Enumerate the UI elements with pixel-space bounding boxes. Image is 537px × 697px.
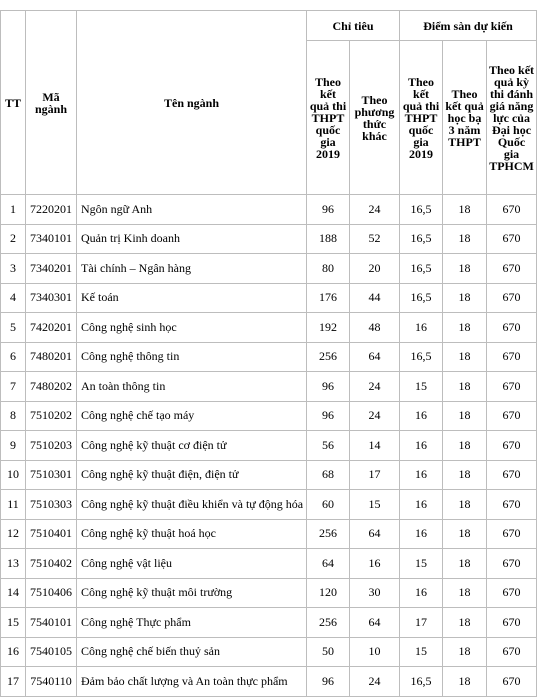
row-ds-dgnl: 670 (487, 254, 537, 284)
row-ten-nganh: Công nghệ kỹ thuật điện, điện tử (77, 460, 307, 490)
row-ct-khac: 24 (350, 195, 400, 225)
row-ct-thpt: 120 (307, 578, 350, 608)
row-ten-nganh: Công nghệ kỹ thuật hoá học (77, 519, 307, 549)
row-ma-nganh: 7540105 (26, 637, 77, 667)
table-row (1, 401, 537, 431)
row-ma-nganh: 7510406 (26, 578, 77, 608)
row-tt: 15 (1, 608, 26, 638)
row-ds-dgnl: 670 (487, 519, 537, 549)
row-ds-dgnl: 670 (487, 342, 537, 372)
header-ten-nganh: Tên ngành (77, 11, 307, 195)
row-ds-dgnl: 670 (487, 431, 537, 461)
row-ds-thpt: 15 (400, 549, 443, 579)
row-ds-thpt: 16,5 (400, 667, 443, 697)
table-row (1, 519, 537, 549)
row-ds-thpt: 16,5 (400, 195, 443, 225)
row-ds-thpt: 16 (400, 490, 443, 520)
row-ds-hocba: 18 (443, 519, 487, 549)
row-ds-dgnl: 670 (487, 372, 537, 402)
row-tt: 14 (1, 578, 26, 608)
header-tt: TT (1, 11, 26, 195)
row-tt: 17 (1, 667, 26, 697)
row-ct-thpt: 176 (307, 283, 350, 313)
row-ds-thpt: 15 (400, 637, 443, 667)
row-ma-nganh: 7340101 (26, 224, 77, 254)
table-row (1, 637, 537, 667)
row-ct-khac: 20 (350, 254, 400, 284)
row-ds-thpt: 16 (400, 431, 443, 461)
row-ten-nganh: Công nghệ vật liệu (77, 549, 307, 579)
row-ds-hocba: 18 (443, 608, 487, 638)
row-tt: 5 (1, 313, 26, 343)
header-diem-san: Điểm sàn dự kiến (400, 11, 537, 41)
row-ct-thpt: 60 (307, 490, 350, 520)
row-ct-khac: 44 (350, 283, 400, 313)
row-tt: 4 (1, 283, 26, 313)
row-ds-thpt: 16 (400, 460, 443, 490)
table-row (1, 195, 537, 225)
row-ct-thpt: 188 (307, 224, 350, 254)
row-ds-thpt: 16 (400, 578, 443, 608)
row-ma-nganh: 7340201 (26, 254, 77, 284)
row-ct-khac: 24 (350, 401, 400, 431)
row-ct-khac: 24 (350, 372, 400, 402)
row-tt: 16 (1, 637, 26, 667)
row-ct-thpt: 80 (307, 254, 350, 284)
row-ct-thpt: 64 (307, 549, 350, 579)
row-ten-nganh: Tài chính – Ngân hàng (77, 254, 307, 284)
table-row (1, 667, 537, 697)
row-ten-nganh: Công nghệ thông tin (77, 342, 307, 372)
row-ds-thpt: 16 (400, 313, 443, 343)
table-row (1, 460, 537, 490)
header-ds-thpt: Theo kết quả thi THPT quốc gia 2019 (400, 41, 443, 195)
row-ten-nganh: Quản trị Kinh doanh (77, 224, 307, 254)
row-tt: 8 (1, 401, 26, 431)
row-ct-thpt: 96 (307, 401, 350, 431)
row-ct-thpt: 256 (307, 519, 350, 549)
row-ds-hocba: 18 (443, 342, 487, 372)
row-ds-dgnl: 670 (487, 549, 537, 579)
row-tt: 11 (1, 490, 26, 520)
row-ds-hocba: 18 (443, 195, 487, 225)
table-row (1, 372, 537, 402)
row-ma-nganh: 7540101 (26, 608, 77, 638)
row-ds-dgnl: 670 (487, 460, 537, 490)
row-ds-thpt: 16 (400, 519, 443, 549)
row-ten-nganh: An toàn thông tin (77, 372, 307, 402)
row-ds-hocba: 18 (443, 578, 487, 608)
row-ma-nganh: 7510301 (26, 460, 77, 490)
row-ct-khac: 48 (350, 313, 400, 343)
header-ds-dgnl: Theo kết quả kỳ thi đánh giá năng lực của Đại học Quốc gia TPHCM (487, 41, 537, 195)
row-tt: 3 (1, 254, 26, 284)
row-ten-nganh: Công nghệ kỹ thuật môi trường (77, 578, 307, 608)
row-tt: 9 (1, 431, 26, 461)
row-ds-hocba: 18 (443, 283, 487, 313)
header-ct-khac: Theo phương thức khác (350, 41, 400, 195)
row-ds-hocba: 18 (443, 313, 487, 343)
row-ct-khac: 15 (350, 490, 400, 520)
table-row (1, 608, 537, 638)
row-ds-hocba: 18 (443, 372, 487, 402)
row-ct-khac: 30 (350, 578, 400, 608)
row-ten-nganh: Công nghệ kỹ thuật cơ điện tử (77, 431, 307, 461)
row-ds-thpt: 16 (400, 401, 443, 431)
row-ct-khac: 17 (350, 460, 400, 490)
table-row (1, 549, 537, 579)
header-ct-thpt: Theo kết quả thi THPT quốc gia 2019 (307, 41, 350, 195)
row-ds-thpt: 16,5 (400, 342, 443, 372)
row-ct-khac: 14 (350, 431, 400, 461)
row-ct-khac: 16 (350, 549, 400, 579)
row-ds-hocba: 18 (443, 549, 487, 579)
row-ds-hocba: 18 (443, 431, 487, 461)
row-ma-nganh: 7420201 (26, 313, 77, 343)
row-ds-dgnl: 670 (487, 195, 537, 225)
row-ct-thpt: 56 (307, 431, 350, 461)
table-row (1, 254, 537, 284)
row-ten-nganh: Ngôn ngữ Anh (77, 195, 307, 225)
row-ct-thpt: 256 (307, 608, 350, 638)
row-ma-nganh: 7510402 (26, 549, 77, 579)
row-ds-thpt: 16,5 (400, 254, 443, 284)
row-ds-dgnl: 670 (487, 490, 537, 520)
table-row (1, 431, 537, 461)
row-ds-dgnl: 670 (487, 667, 537, 697)
table-row (1, 578, 537, 608)
row-tt: 6 (1, 342, 26, 372)
row-ds-hocba: 18 (443, 460, 487, 490)
row-ct-khac: 10 (350, 637, 400, 667)
row-ds-dgnl: 670 (487, 401, 537, 431)
row-ct-thpt: 192 (307, 313, 350, 343)
row-ma-nganh: 7480202 (26, 372, 77, 402)
row-ct-thpt: 96 (307, 195, 350, 225)
header-ma-nganh: Mã ngành (26, 11, 77, 195)
row-ma-nganh: 7510303 (26, 490, 77, 520)
row-ma-nganh: 7340301 (26, 283, 77, 313)
row-ct-thpt: 68 (307, 460, 350, 490)
row-ds-hocba: 18 (443, 224, 487, 254)
row-ma-nganh: 7510401 (26, 519, 77, 549)
row-tt: 10 (1, 460, 26, 490)
row-tt: 12 (1, 519, 26, 549)
table-row (1, 342, 537, 372)
row-ct-khac: 64 (350, 342, 400, 372)
row-ct-khac: 24 (350, 667, 400, 697)
row-ds-hocba: 18 (443, 254, 487, 284)
row-tt: 7 (1, 372, 26, 402)
table-row (1, 313, 537, 343)
row-ds-thpt: 16,5 (400, 283, 443, 313)
row-ds-hocba: 18 (443, 401, 487, 431)
row-ct-thpt: 50 (307, 637, 350, 667)
row-ten-nganh: Đảm bảo chất lượng và An toàn thực phẩm (77, 667, 307, 697)
row-ds-thpt: 16,5 (400, 224, 443, 254)
row-ma-nganh: 7220201 (26, 195, 77, 225)
row-ds-dgnl: 670 (487, 578, 537, 608)
header-ds-hocba: Theo kết quả học bạ 3 năm THPT (443, 41, 487, 195)
row-ds-hocba: 18 (443, 667, 487, 697)
row-ma-nganh: 7510203 (26, 431, 77, 461)
admission-table (0, 10, 537, 697)
row-ten-nganh: Công nghệ kỹ thuật điều khiển và tự động hóa (77, 490, 307, 520)
row-ct-thpt: 256 (307, 342, 350, 372)
table-row (1, 224, 537, 254)
header-chi-tieu: Chỉ tiêu (307, 11, 400, 41)
row-ct-khac: 52 (350, 224, 400, 254)
table-body (1, 195, 537, 697)
row-ds-dgnl: 670 (487, 637, 537, 667)
row-ct-thpt: 96 (307, 372, 350, 402)
row-tt: 2 (1, 224, 26, 254)
row-ten-nganh: Công nghệ Thực phẩm (77, 608, 307, 638)
row-tt: 1 (1, 195, 26, 225)
row-ma-nganh: 7510202 (26, 401, 77, 431)
row-ds-dgnl: 670 (487, 283, 537, 313)
row-ds-dgnl: 670 (487, 224, 537, 254)
row-tt: 13 (1, 549, 26, 579)
row-ten-nganh: Công nghệ chế biến thuỷ sản (77, 637, 307, 667)
table-row (1, 283, 537, 313)
row-ds-hocba: 18 (443, 490, 487, 520)
row-ma-nganh: 7480201 (26, 342, 77, 372)
row-ten-nganh: Kế toán (77, 283, 307, 313)
row-ds-dgnl: 670 (487, 608, 537, 638)
row-ct-khac: 64 (350, 608, 400, 638)
row-ds-hocba: 18 (443, 637, 487, 667)
row-ds-thpt: 17 (400, 608, 443, 638)
row-ds-dgnl: 670 (487, 313, 537, 343)
row-ma-nganh: 7540110 (26, 667, 77, 697)
table-row (1, 490, 537, 520)
row-ct-thpt: 96 (307, 667, 350, 697)
row-ten-nganh: Công nghệ chế tạo máy (77, 401, 307, 431)
row-ten-nganh: Công nghệ sinh học (77, 313, 307, 343)
row-ct-khac: 64 (350, 519, 400, 549)
row-ds-thpt: 15 (400, 372, 443, 402)
